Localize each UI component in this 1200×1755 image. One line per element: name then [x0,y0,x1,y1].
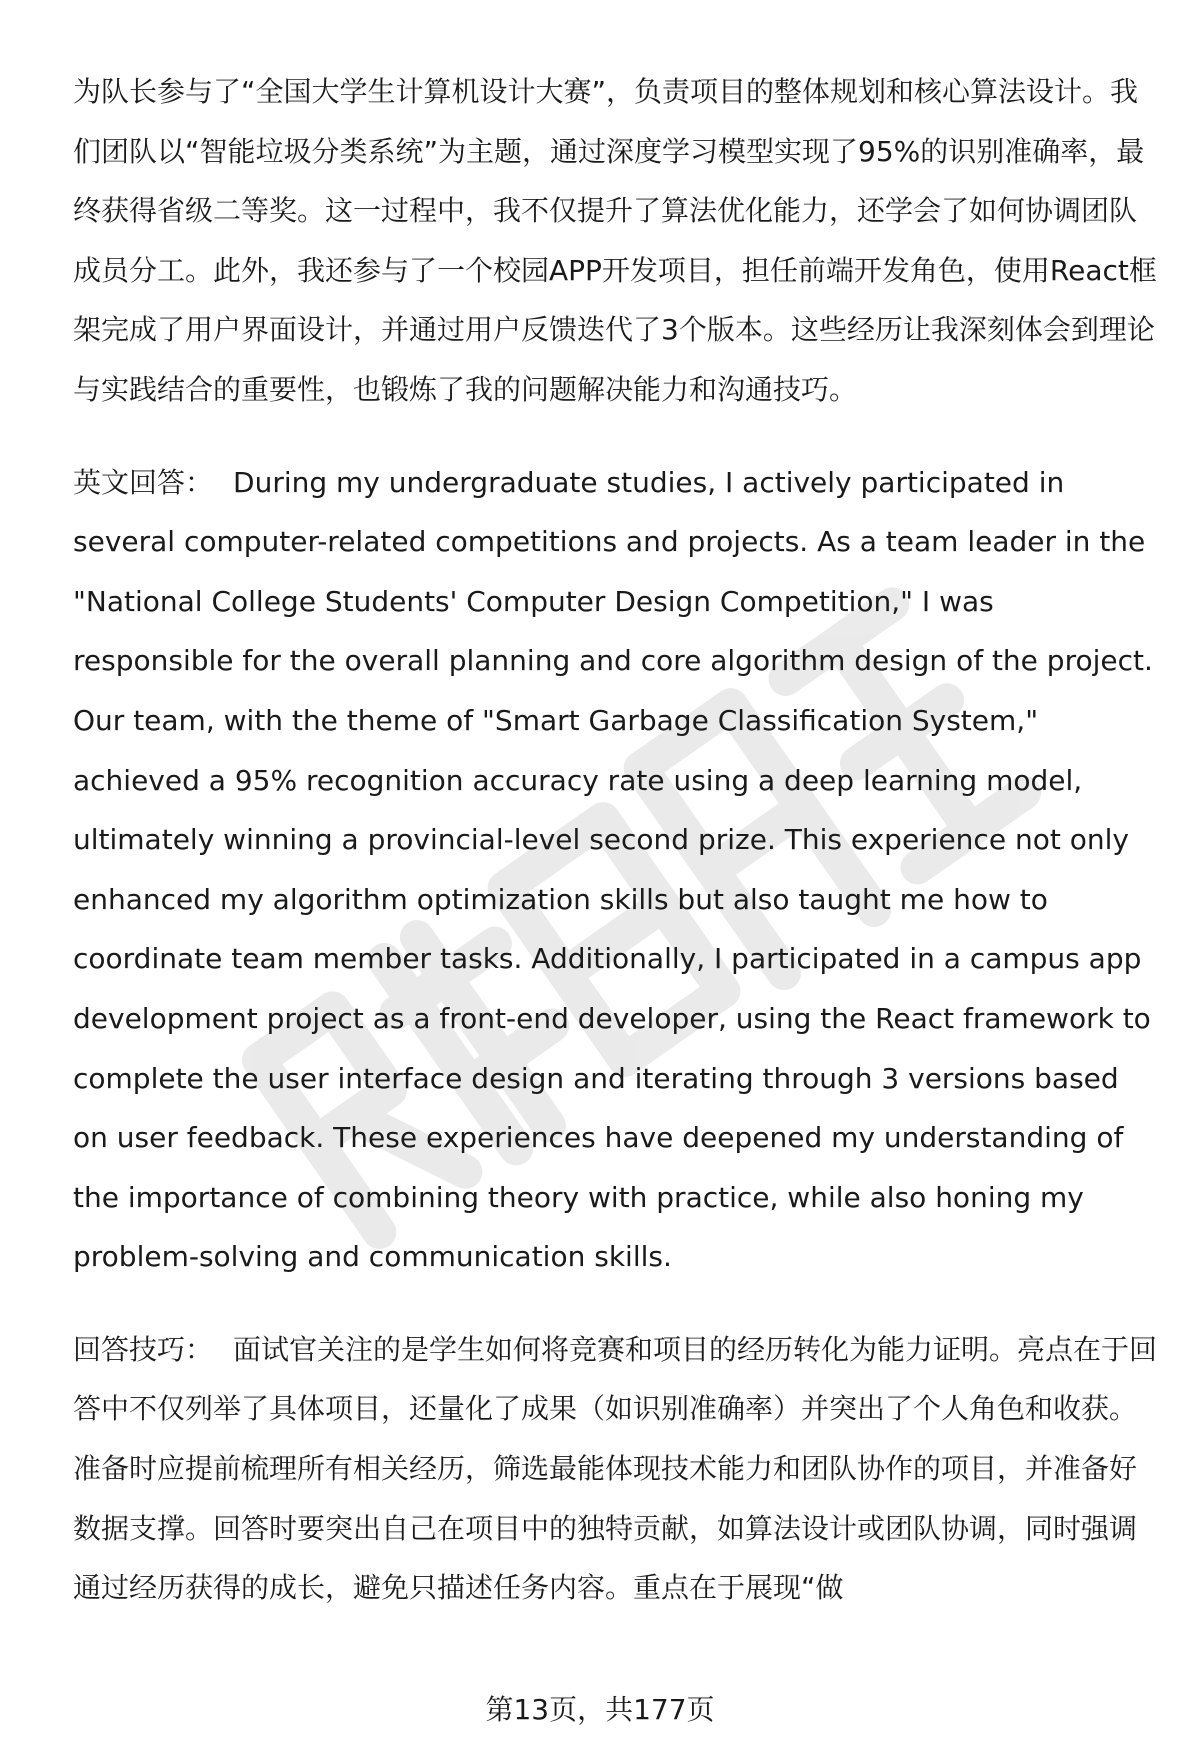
page-number: 第13页，共177页 [485,1693,715,1726]
answer-tips-label: 回答技巧： [73,1332,214,1366]
english-answer-label: 英文回答： [73,465,214,499]
answer-tips-paragraph [73,1320,1158,1618]
english-answer-paragraph [73,453,1158,1287]
chinese-answer-paragraph: 为队长参与了“全国大学生计算机设计大赛”，负责项目的整体规划和核心算法设计。我们团队以“智能垃圾分类系统”为主题，通过深度学习模型实现了95%的识别准确率，最终获得省级二等奖。这一过程中，我不仅提升了算法优化能力，还学会了如何协调团队成员分工。此外，我还参与了一个校园APP开发项目，担任前端开发角色，使用React框架完成了用户界面设计，并通过用户反馈迭代了3个版本。这些经历让我深刻体会到理论与实践结合的重要性，也锻炼了我的问题解决能力和沟通技巧。 [73,75,1157,406]
document-body [73,62,1158,1618]
english-answer-text: During my undergraduate studies, I actively participated in several computer-related competitions and projects. As a team leader in the "National College Students' Computer Design Competition," I was responsible for the overall planning and core algorithm design of the project. Our team, with the theme of "Smart Garbage Classification System," achieved a 95% recognition accuracy rate using a deep learning model, ultimately winning a provincial-level second prize. This experience not only enhanced my algorithm optimization skills but also taught me how to coordinate team member tasks. Additionally, I participated in a campus app development project as a front-end developer, using the React framework to complete the user interface design and iterating through 3 versions based on user feedback. These experiences have deepened my understanding of the importance of combining theory with practice, while also honing my problem-solving and communication skills. [73,465,1153,1274]
answer-tips-text: 面试官关注的是学生如何将竞赛和项目的经历转化为能力证明。亮点在于回答中不仅列举了具体项目，还量化了成果（如识别准确率）并突出了个人角色和收获。准备时应提前梳理所有相关经历，筛选最能体现技术能力和团队协作的项目，并准备好数据支撑。回答时要突出自己在项目中的独特贡献，如算法设计或团队协调，同时强调通过经历获得的成长，避免只描述任务内容。重点在于展现“做 [73,1332,1158,1605]
